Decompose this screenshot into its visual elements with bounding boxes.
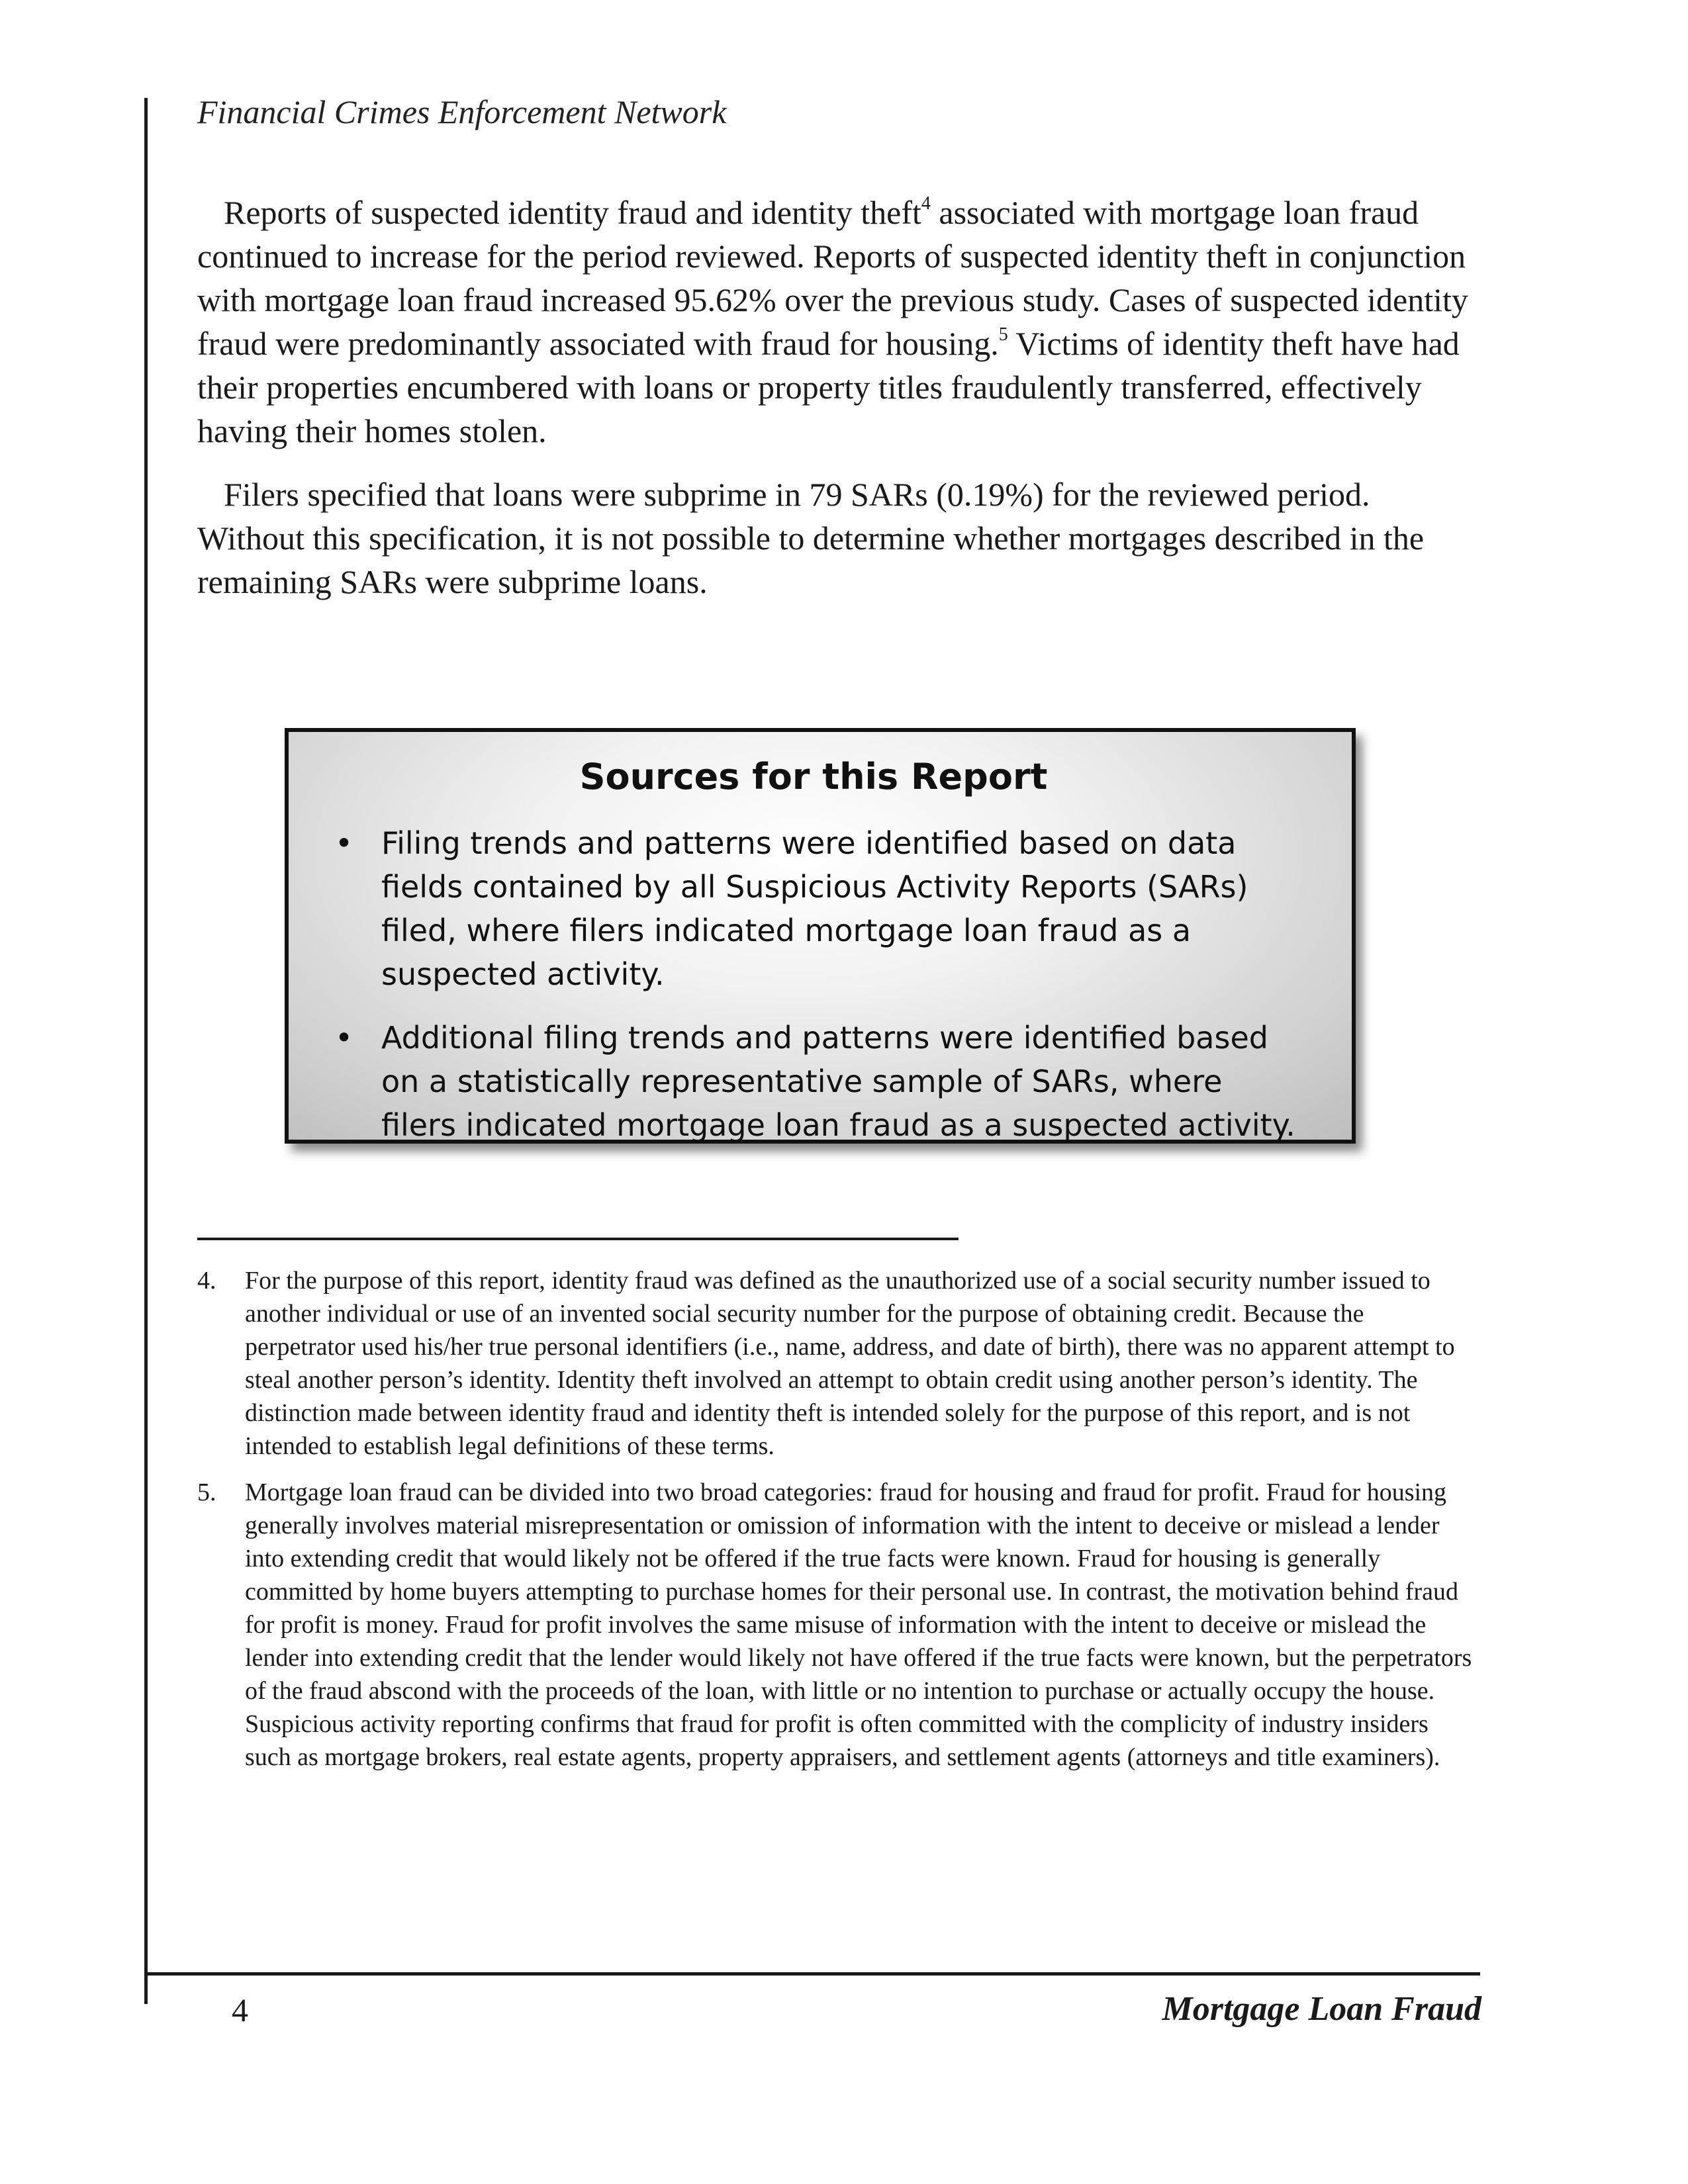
running-header: Financial Crimes Enforcement Network <box>197 93 727 130</box>
bullet-icon: • <box>335 825 353 861</box>
sources-callout-box <box>285 728 1356 1144</box>
footer-title: Mortgage Loan Fraud <box>1162 1990 1481 2028</box>
footnote-text: For the purpose of this report, identity fraud was defined as the unauthorized use of a social security number issued to another individual or use of an invented social security number for the purpose of obtaining credit. Because the perpetrator used his/her true personal identifiers (i.e., name, address, and date of birth), there was no apparent attempt to steal another person’s identity. Identity theft involved an attempt to obtain credit using another person’s identity. The distinction made between identity fraud and identity theft is intended solely for the purpose of this report, and is not intended to establish legal definitions of these terms. <box>245 1267 1455 1460</box>
bullet-icon: • <box>335 1020 353 1056</box>
page-number: 4 <box>232 1991 248 2028</box>
left-margin-rule <box>144 98 148 2004</box>
sources-title: Sources for this Report <box>579 756 1048 797</box>
sources-list-item: • Filing trends and patterns were identified based on data fields contained by all Suspicious Activity Reports (SARs) filed, where filers indicated mortgage loan fraud as a suspected activity. <box>328 821 1299 996</box>
sources-list-item: • Additional filing trends and patterns were identified based on a statistically representative sample of SARs, where filers indicated mortgage loan fraud as a suspected activity. <box>328 1016 1299 1147</box>
footnotes <box>197 1264 1475 1787</box>
footnote-separator <box>197 1238 959 1240</box>
footnote-text: Mortgage loan fraud can be divided into two broad categories: fraud for housing and fraud for profit. Fraud for housing generally involves material misrepresentation or omission of information with the intent to deceive or mislead a lender into extending credit that would likely not be offered if the true facts were known. Fraud for housing is generally committed by home buyers attempting to purchase homes for their personal use. In contrast, the motivation behind fraud for profit is money. Fraud for profit involves the same misuse of information with the intent to deceive or mislead the lender into extending credit that the lender would likely not have offered if the true facts were known, but the perpetrators of the fraud abscond with the proceeds of the loan, with little or no intention to purchase or actually occupy the house. Suspicious activity reporting confirms that fraud for profit is often committed with the complicity of industry insiders such as mortgage brokers, real estate agents, property appraisers, and settlement agents (attorneys and title examiners). <box>245 1479 1472 1771</box>
footnote-ref-5[interactable]: 5 <box>998 324 1008 345</box>
body-text <box>197 191 1468 623</box>
sources-list <box>328 821 1299 1147</box>
footnote-5 <box>197 1476 1475 1774</box>
footnote-number: 5. <box>197 1479 216 1506</box>
footnote-number: 4. <box>197 1267 216 1295</box>
footnote-4 <box>197 1264 1475 1463</box>
footnote-ref-4[interactable]: 4 <box>921 193 931 214</box>
paragraph-identity-fraud: Reports of suspected identity fraud and identity theft$^4$ associated with mortgage loan fraud continued to increase for the period reviewed. Reports of suspected identity theft in conjunction with mortgage loan fraud increased 95.62% over the previous study. Cases of suspected identity fraud were predominantly associated with fraud for housing.$^5$ Victims of identity theft have had their properties encumbered with loans or property titles fraudulently transferred, effectively having their homes stolen. <box>197 193 1468 449</box>
paragraph-subprime: Filers specified that loans were subprime in 79 SARs (0.19%) for the reviewed period. Without this specification, it is not possible to determine whether mortgages described in the remaining SARs were subprime loans. <box>197 476 1425 600</box>
footer-rule <box>144 1972 1480 1976</box>
